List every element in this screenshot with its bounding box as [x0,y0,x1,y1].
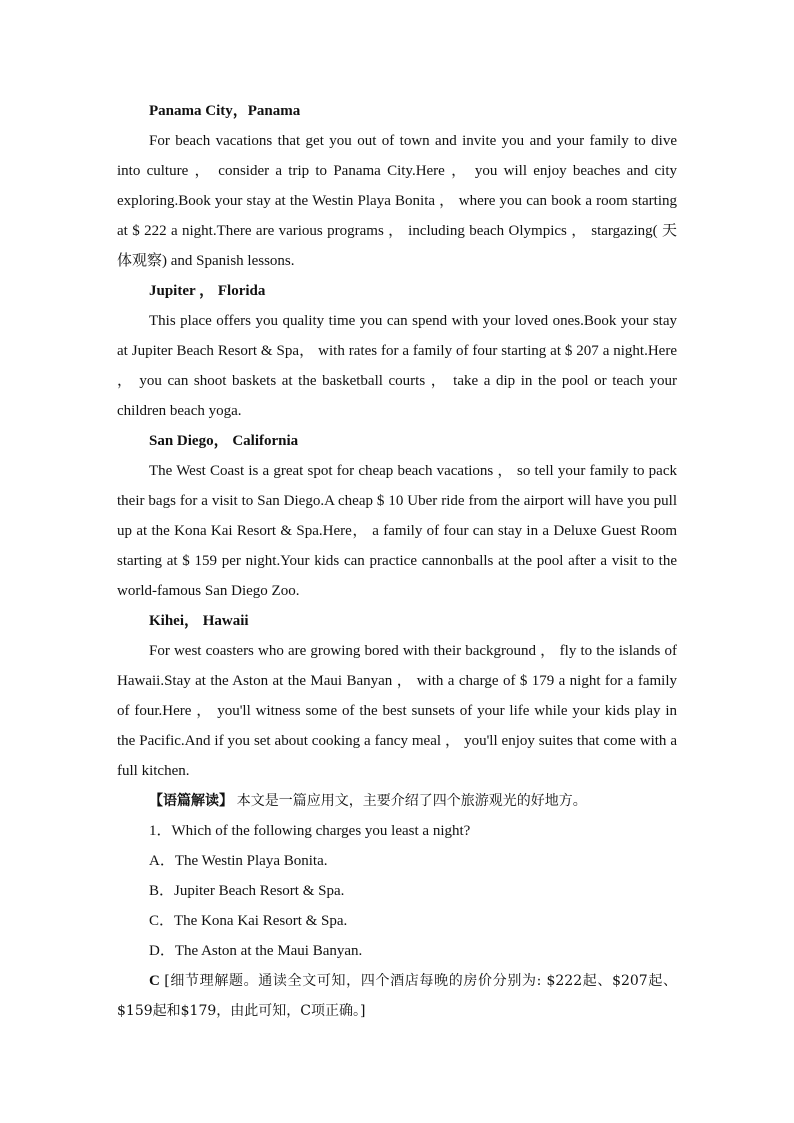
section-heading: San Diego， California [149,433,299,449]
section-heading: Jupiter ， Florida [149,283,266,299]
section-san-diego [117,426,677,606]
section-paragraph: This place offers you quality time you can spend with your loved ones.Book your stay at Jupiter Beach Resort & Spa， with rates for a family of four starting at $ 207 a night.Here ， you can shoot baskets at the basketball courts ， take a dip in the pool or teach your children beach yoga. [117,313,677,419]
answer-explanation [117,966,677,1026]
section-paragraph: For west coasters who are growing bored with their background ， fly to the islands of Hawaii.Stay at the Aston at the Maui Banyan ， with a charge of $ 179 a night for a family of four.Here ， you'll witness some of the best sunsets of your life while your kids play in the Pacific.And if you set about cooking a fancy meal ， you'll enjoy suites that come with a full kitchen. [117,643,677,779]
option-a: A．The Westin Playa Bonita. [149,853,328,869]
section-kihei [117,606,677,786]
option-c: C．The Kona Kai Resort & Spa. [149,913,348,929]
section-jupiter [117,276,677,426]
question-stem: 1．Which of the following charges you least a night? [149,823,471,839]
section-heading: Panama City，Panama [149,103,301,119]
option-b: B．Jupiter Beach Resort & Spa. [149,883,345,899]
section-heading: Kihei， Hawaii [149,613,249,629]
document-page [117,96,677,1026]
answer-letter: C [149,973,160,989]
section-panama [117,96,677,276]
passage-analysis [117,786,677,816]
analysis-text: 本文是一篇应用文，主要介绍了四个旅游观光的好地方。 [236,793,587,809]
answer-text: [细节理解题。通读全文可知，四个酒店每晚的房价分别为: $222起、$207起、$159起和$179，由此可知，C项正确。] [117,973,677,1019]
section-paragraph: The West Coast is a great spot for cheap beach vacations ， so tell your family to pack their bags for a visit to San Diego.A cheap $ 10 Uber ride from the airport will have you pull up at the Kona Kai Resort & Spa.Here， a family of four can stay in a Deluxe Guest Room starting at $ 159 per night.Your kids can practice cannonballs at the pool after a visit to the world-famous San Diego Zoo. [117,463,677,599]
analysis-tag: 【语篇解读】 [149,793,233,809]
section-paragraph: For beach vacations that get you out of town and invite you and your family to dive into culture ， consider a trip to Panama City.Here ， you will enjoy beaches and city exploring.Book your stay at the Westin Playa Bonita ， where you can book a room starting at $ 222 a night.There are various programs ， including beach Olympics ， stargazing( 天体观察) and Spanish lessons. [117,133,677,269]
option-d: D．The Aston at the Maui Banyan. [149,943,363,959]
